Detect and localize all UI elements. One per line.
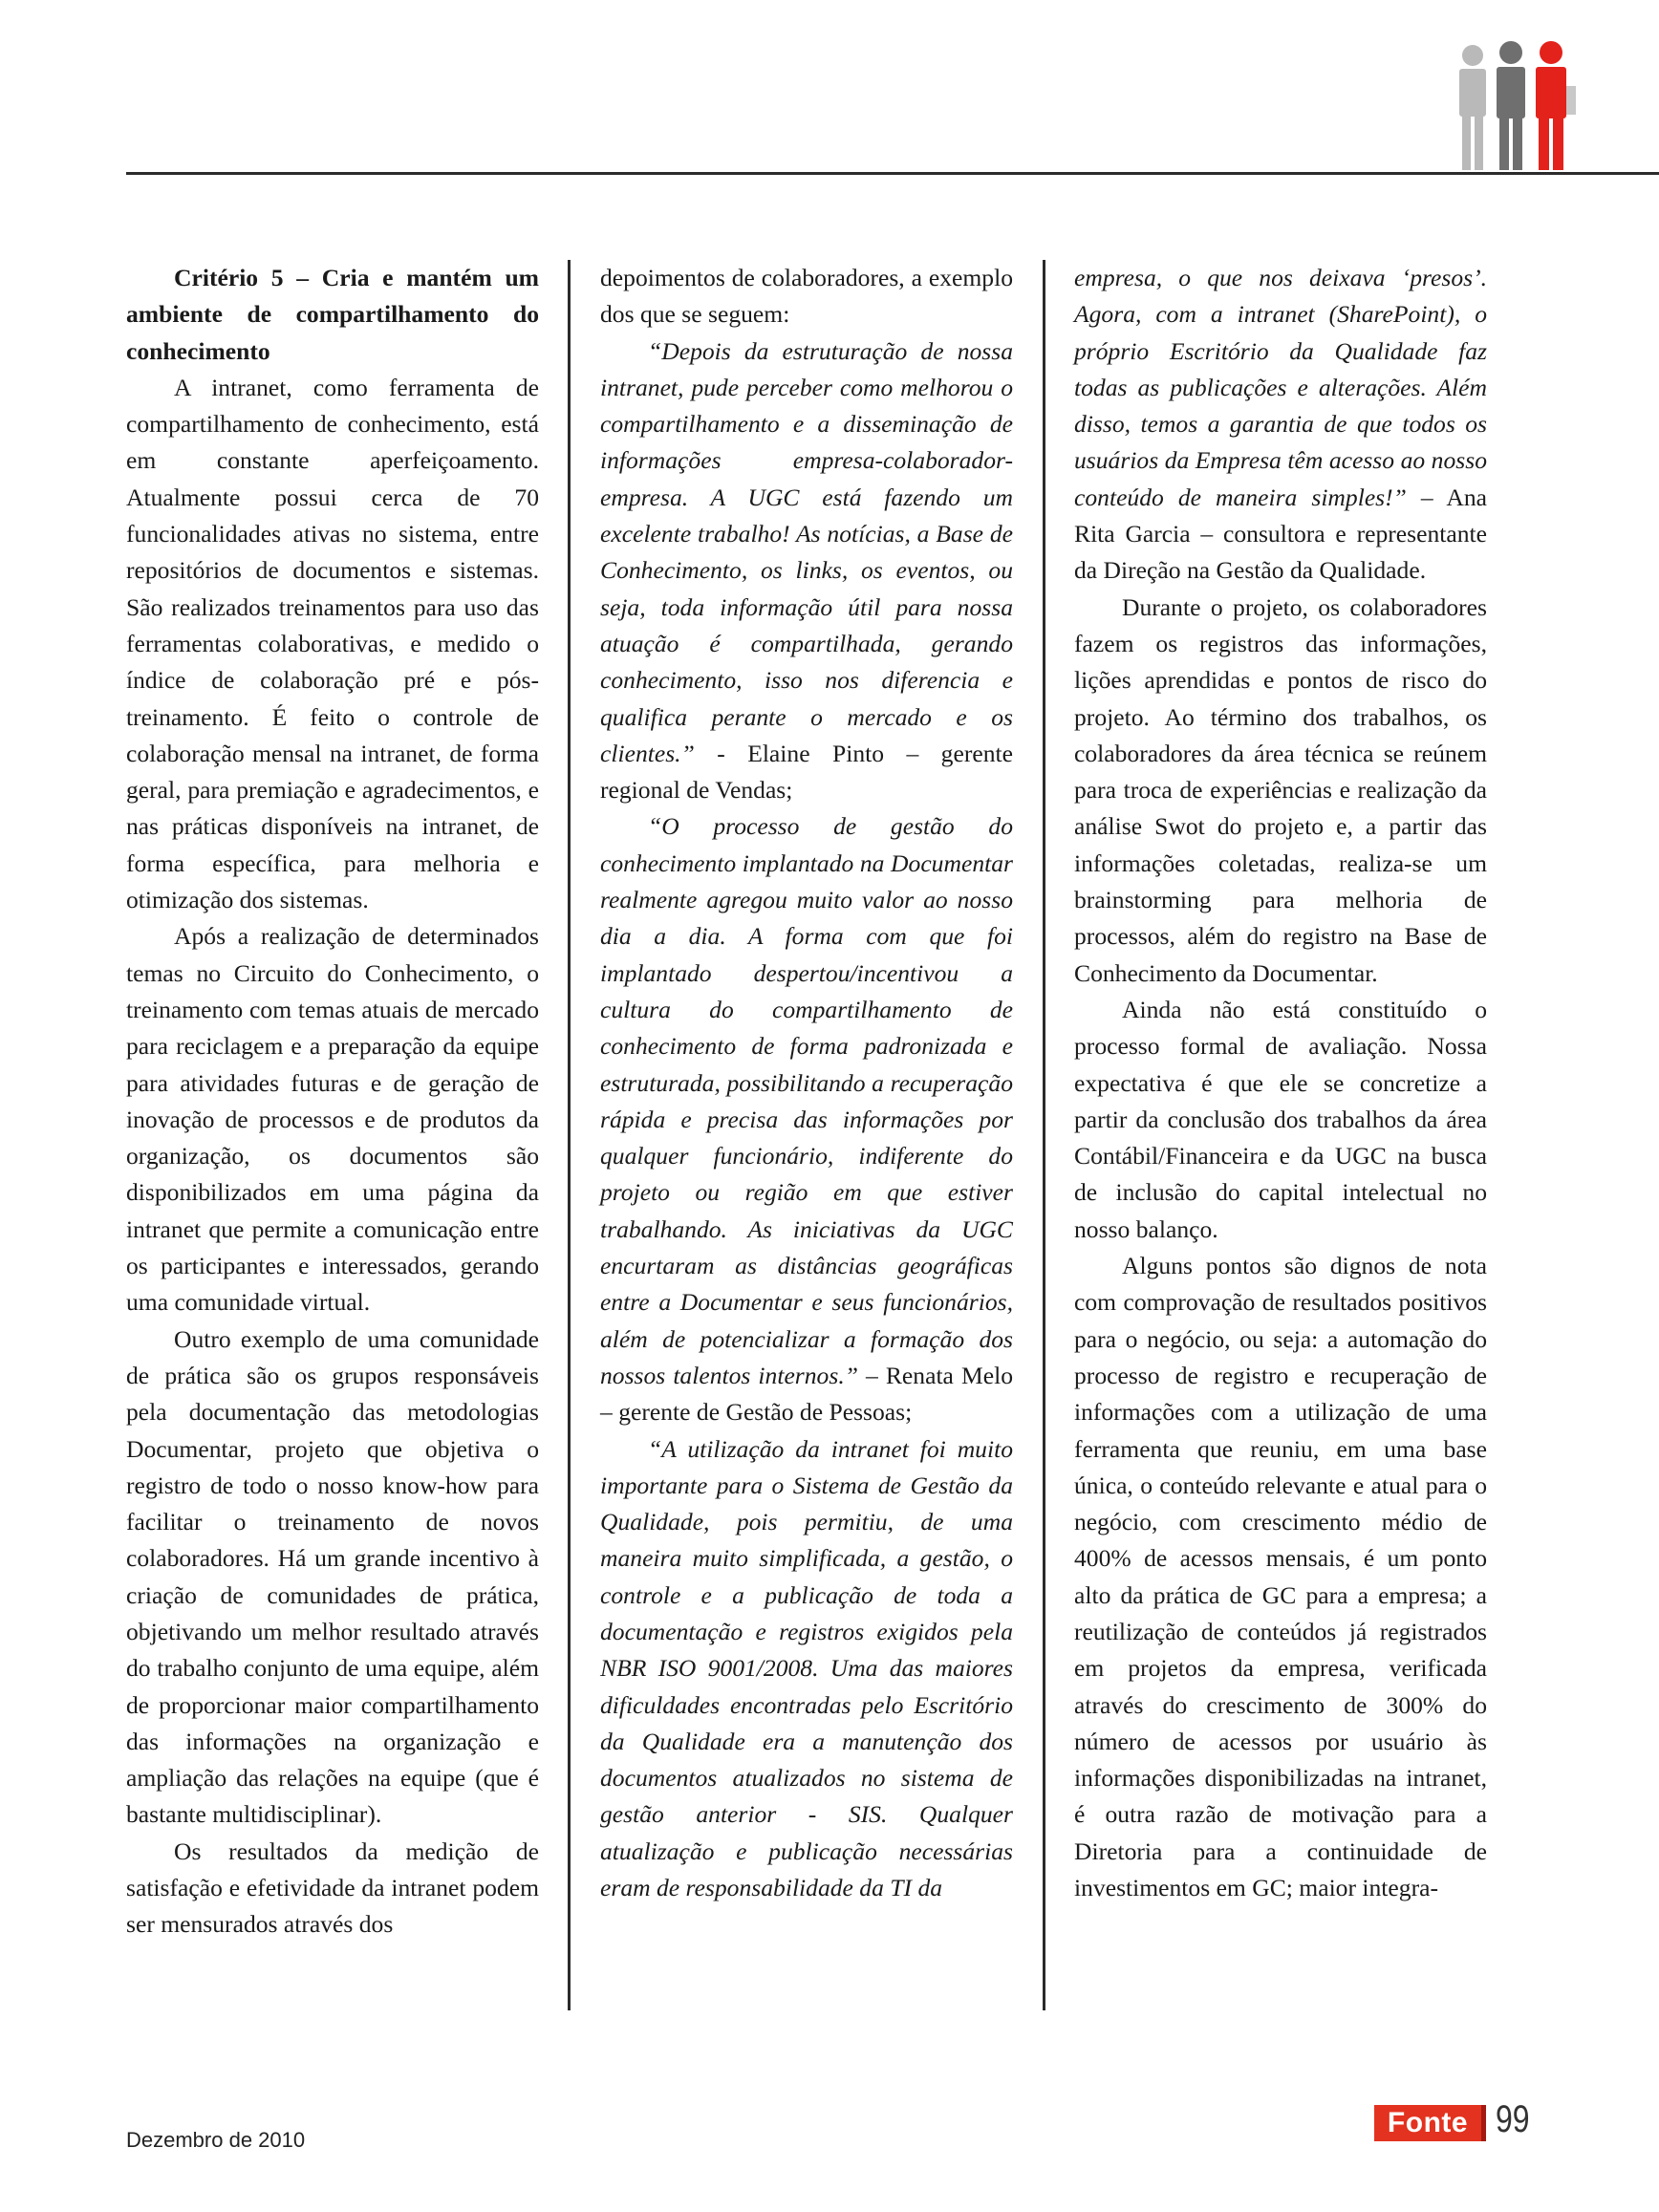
column-1 [126, 260, 539, 1944]
header-rule [126, 172, 1659, 175]
testimonial-quote [600, 1431, 1013, 1907]
quote-text: “O processo de gestão do conhecimento implantado na Documentar realmente agregou muito valor ao nosso dia a dia. A forma com que foi implantado despertou/incentivou a cultura do compartilhamento de conhecimento de forma padronizada e estruturada, possibilitando a recuperação rápida e precisa das informações por qualquer funcionário, indiferente do projeto ou região em que estiver trabalhando. As iniciativas da UGC encurtaram as distâncias geográficas entre a Documentar e seus funcionários, além de potencializar a formação dos nossos talentos internos.” [600, 812, 1013, 1389]
person-figure-red [1536, 41, 1576, 170]
footer-date: Dezembro de 2010 [126, 2128, 306, 2152]
quote-attribution: – Renata Melo – gerente de Gestão de Pessoas; [600, 1361, 1013, 1427]
people-group-icon [1448, 38, 1591, 172]
testimonial-quote [1074, 260, 1487, 590]
paragraph: Durante o projeto, os colaboradores fazem os registros das informações, lições aprendidas e pontos de risco do projeto. Ao término dos trabalhos, os colaboradores da área técnica se reúnem para troca de experiências e realização da análise Swot do projeto e, a partir das informações coletadas, realiza-se um brainstorming para melhoria de processos, além do registro na Base de Conhecimento da Documentar. [1074, 592, 1487, 987]
paragraph: Os resultados da medição de satisfação e efetividade da intranet podem ser mensurados através dos [126, 1836, 539, 1939]
column-2 [600, 260, 1013, 1906]
quote-attribution: - Elaine Pinto – gerente regional de Vendas; [600, 739, 1013, 805]
paragraph: Alguns pontos são dignos de nota com comprovação de resultados positivos para o negócio, ou seja: a automação do processo de registro e recuperação de informações com a utilização de uma ferramenta que reuniu, em uma base única, o conteúdo relevante e atual para o negócio, com crescimento médio de 400% de acessos mensais, é um ponto alto da prática de GC para a empresa; a reutilização de conteúdos já registrados em projetos da empresa, verificada através do crescimento de 300% do número de acessos por usuário às informações disponibilizadas na intranet, é outra razão de motivação para a Diretoria para a continuidade de investimentos em GC; maior integra- [1074, 1252, 1487, 1902]
page-number: 99 [1496, 2098, 1530, 2140]
person-figure-gray-light [1459, 45, 1486, 170]
testimonial-quote [600, 333, 1013, 809]
column-3 [1074, 260, 1487, 1906]
quote-text: “Depois da estruturação de nossa intranet, pude perceber como melhorou o compartilhamento e a disseminação de informações empresa-colaborador-empresa. A UGC está fazendo um excelente trabalho! As notícias, a Base de Conhecimento, os links, os eventos, ou seja, toda informação útil para nossa atuação é compartilhada, gerando conhecimento, isso nos diferencia e qualifica perante o mercado e os clientes.” [600, 336, 1013, 767]
quote-text: empresa, o que nos deixava ‘presos’. Agora, com a intranet (SharePoint), o próprio Escritório da Qualidade faz todas as publicações e alterações. Além disso, temos a garantia de que todos os usuários da Empresa têm acesso ao nosso conteúdo de maneira simples!” [1074, 264, 1487, 511]
column-divider [568, 260, 571, 2010]
testimonial-quote [600, 808, 1013, 1430]
paragraph: Outro exemplo de uma comunidade de prática são os grupos responsáveis pela documentação das metodologias Documentar, projeto que objetiva o registro de todo o nosso know-how para facilitar o treinamento de novos colaboradores. Há um grande incentivo à criação de comunidades de prática, objetivando um melhor resultado através do trabalho conjunto de uma equipe, além de proporcionar maior compartilhamento das informações na organização e ampliação das relações na equipe (que é bastante multidisciplinar). [126, 1324, 539, 1829]
paragraph: Ainda não está constituído o processo formal de avaliação. Nossa expectativa é que ele se concretize a partir da conclusão dos trabalhos da área Contábil/Financeira e da UGC na busca de inclusão do capital intelectual no nosso balanço. [1074, 995, 1487, 1243]
column-divider [1043, 260, 1045, 2010]
quote-text: “A utilização da intranet foi muito importante para o Sistema de Gestão da Qualidade, pois permitiu, de uma maneira muito simplificada, a gestão, o controle e a publicação de toda a documentação e registros exigidos pela NBR ISO 9001/2008. Uma das maiores dificuldades encontradas pelo Escritório da Qualidade era a manutenção dos documentos atualizados no sistema de gestão anterior - SIS. Qualquer atualização e publicação necessárias eram de responsabilidade da TI da [600, 1434, 1013, 1902]
paragraph: Após a realização de determinados temas no Circuito do Conhecimento, o treinamento com temas atuais de mercado para reciclagem e a preparação da equipe para atividades futuras e de geração de inovação de processos e de produtos da organização, os documentos são disponibilizados em uma página da intranet que permite a comunicação entre os participantes e interessados, gerando uma comunidade virtual. [126, 922, 539, 1317]
person-figure-gray-dark [1497, 41, 1525, 170]
brand-badge: Fonte [1374, 2105, 1486, 2141]
paragraph: A intranet, como ferramenta de compartilhamento de conhecimento, está em constante aperfeiçoamento. Atualmente possui cerca de 70 funcionalidades ativas no sistema, entre repositórios de documentos e sistemas. São realizados treinamentos para uso das ferramentas colaborativas, e medido o índice de colaboração pré e pós-treinamento. É feito o controle de colaboração mensal na intranet, de forma geral, para premiação e agradecimentos, e nas práticas disponíveis na intranet, de forma específica, para melhoria e otimização dos sistemas. [126, 373, 539, 914]
paragraph: depoimentos de colaboradores, a exemplo dos que se seguem: [600, 264, 1013, 329]
section-heading: Critério 5 – Cria e mantém um ambiente de compartilhamento do conhecimento [126, 264, 539, 365]
article-body [0, 260, 1659, 2018]
quote-attribution: – Ana Rita Garcia – consultora e representante da Direção na Gestão da Qualidade. [1074, 483, 1487, 585]
